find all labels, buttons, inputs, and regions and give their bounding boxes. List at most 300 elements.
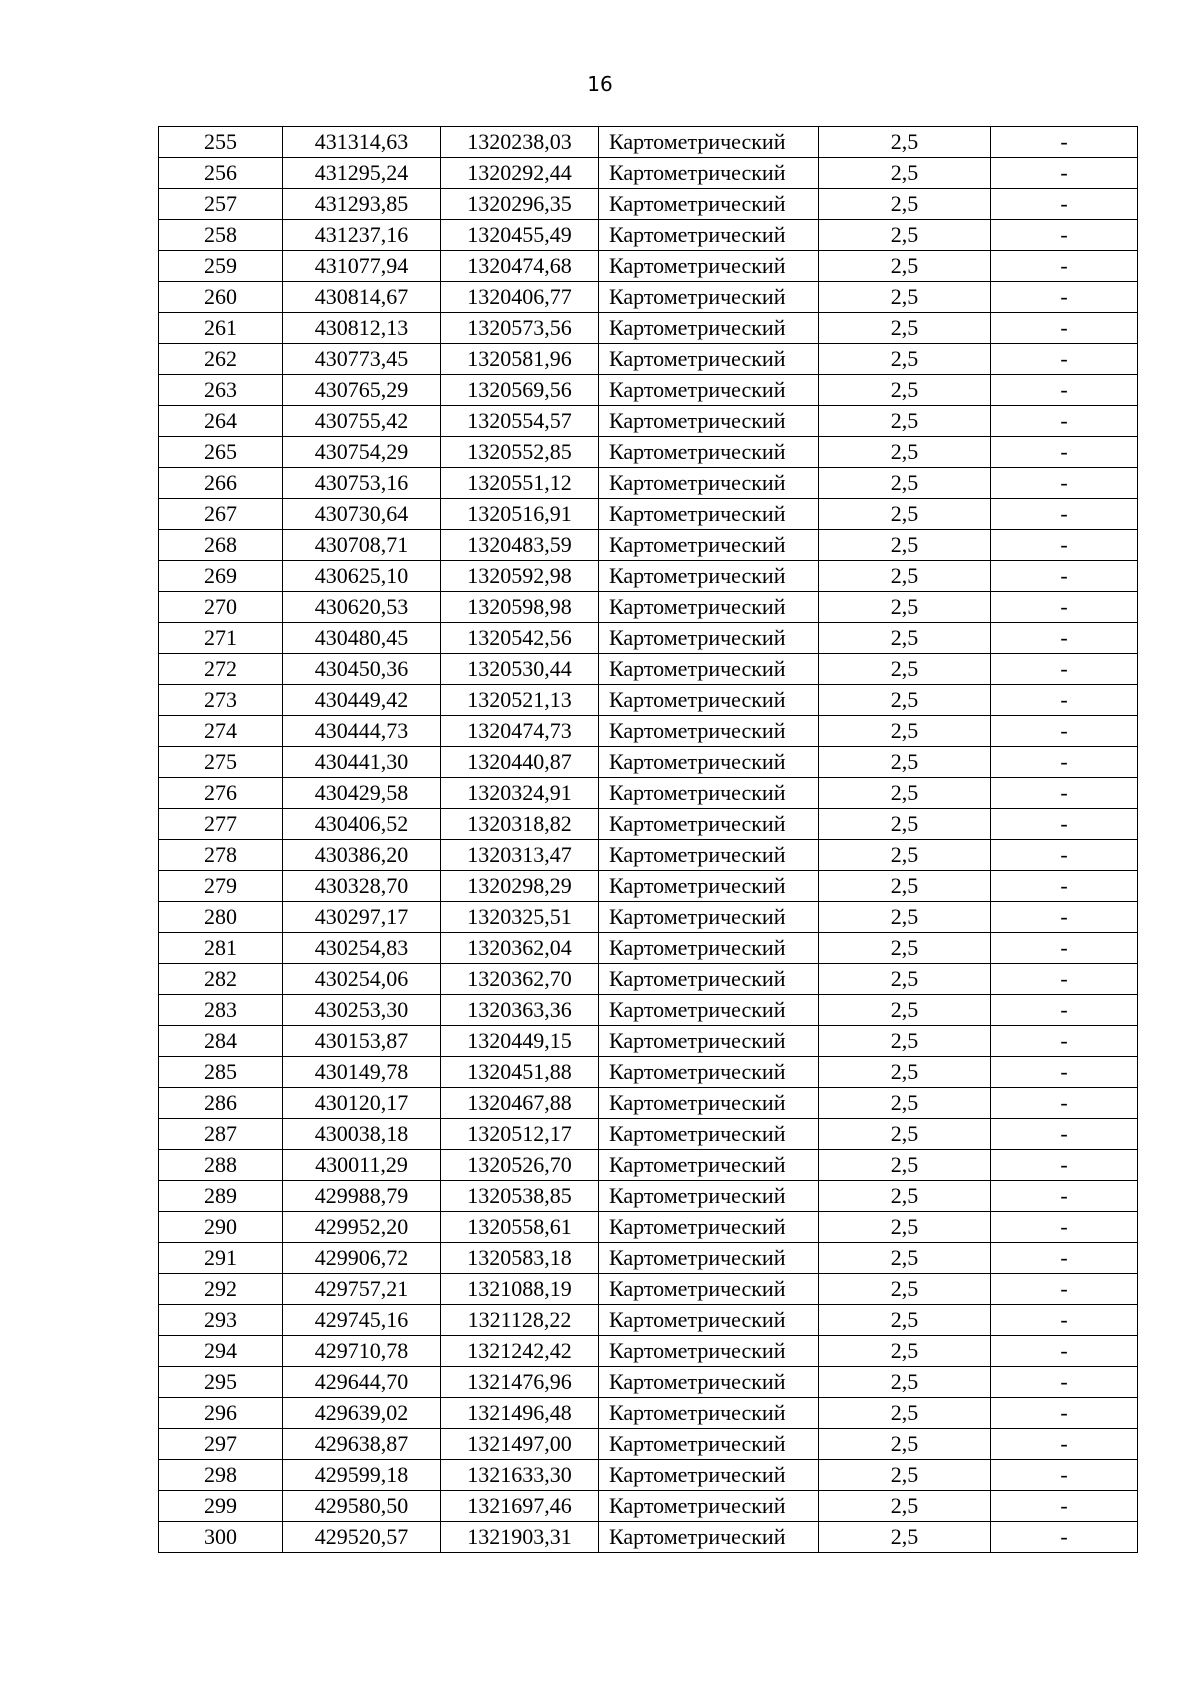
table-row	[159, 871, 1138, 902]
table-row	[159, 902, 1138, 933]
table-row	[159, 468, 1138, 499]
x-coordinate-cell: 430444,73	[283, 716, 441, 747]
y-coordinate-cell: 1320474,68	[441, 251, 599, 282]
description-cell: -	[991, 468, 1138, 499]
table-row	[159, 375, 1138, 406]
table-row	[159, 933, 1138, 964]
description-cell: -	[991, 1088, 1138, 1119]
x-coordinate-cell: 430149,78	[283, 1057, 441, 1088]
description-cell: -	[991, 1274, 1138, 1305]
point-number-cell: 277	[159, 809, 283, 840]
table-row	[159, 809, 1138, 840]
x-coordinate-cell: 429644,70	[283, 1367, 441, 1398]
accuracy-cell: 2,5	[819, 468, 991, 499]
point-number-cell: 294	[159, 1336, 283, 1367]
method-cell: Картометрический	[599, 344, 819, 375]
point-number-cell: 258	[159, 220, 283, 251]
accuracy-cell: 2,5	[819, 1429, 991, 1460]
method-cell: Картометрический	[599, 685, 819, 716]
accuracy-cell: 2,5	[819, 1212, 991, 1243]
x-coordinate-cell: 430386,20	[283, 840, 441, 871]
method-cell: Картометрический	[599, 1491, 819, 1522]
description-cell: -	[991, 158, 1138, 189]
x-coordinate-cell: 430153,87	[283, 1026, 441, 1057]
point-number-cell: 292	[159, 1274, 283, 1305]
description-cell: -	[991, 871, 1138, 902]
y-coordinate-cell: 1320573,56	[441, 313, 599, 344]
y-coordinate-cell: 1320569,56	[441, 375, 599, 406]
method-cell: Картометрический	[599, 1026, 819, 1057]
accuracy-cell: 2,5	[819, 282, 991, 313]
method-cell: Картометрический	[599, 902, 819, 933]
method-cell: Картометрический	[599, 654, 819, 685]
description-cell: -	[991, 1460, 1138, 1491]
x-coordinate-cell: 430730,64	[283, 499, 441, 530]
y-coordinate-cell: 1320598,98	[441, 592, 599, 623]
description-cell: -	[991, 499, 1138, 530]
description-cell: -	[991, 716, 1138, 747]
method-cell: Картометрический	[599, 437, 819, 468]
x-coordinate-cell: 430450,36	[283, 654, 441, 685]
point-number-cell: 270	[159, 592, 283, 623]
table-row	[159, 623, 1138, 654]
x-coordinate-cell: 430765,29	[283, 375, 441, 406]
point-number-cell: 297	[159, 1429, 283, 1460]
x-coordinate-cell: 430708,71	[283, 530, 441, 561]
y-coordinate-cell: 1321697,46	[441, 1491, 599, 1522]
x-coordinate-cell: 429710,78	[283, 1336, 441, 1367]
point-number-cell: 265	[159, 437, 283, 468]
accuracy-cell: 2,5	[819, 1367, 991, 1398]
accuracy-cell: 2,5	[819, 1398, 991, 1429]
description-cell: -	[991, 809, 1138, 840]
method-cell: Картометрический	[599, 716, 819, 747]
y-coordinate-cell: 1320406,77	[441, 282, 599, 313]
table-row	[159, 1088, 1138, 1119]
table-row	[159, 1522, 1138, 1553]
method-cell: Картометрический	[599, 220, 819, 251]
table-row	[159, 964, 1138, 995]
accuracy-cell: 2,5	[819, 313, 991, 344]
point-number-cell: 282	[159, 964, 283, 995]
accuracy-cell: 2,5	[819, 716, 991, 747]
point-number-cell: 288	[159, 1150, 283, 1181]
table-row	[159, 592, 1138, 623]
description-cell: -	[991, 1491, 1138, 1522]
point-number-cell: 272	[159, 654, 283, 685]
description-cell: -	[991, 623, 1138, 654]
table-row	[159, 1336, 1138, 1367]
point-number-cell: 275	[159, 747, 283, 778]
accuracy-cell: 2,5	[819, 437, 991, 468]
method-cell: Картометрический	[599, 1460, 819, 1491]
coordinates-table	[158, 126, 1138, 1553]
accuracy-cell: 2,5	[819, 251, 991, 282]
point-number-cell: 261	[159, 313, 283, 344]
description-cell: -	[991, 1398, 1138, 1429]
method-cell: Картометрический	[599, 1274, 819, 1305]
accuracy-cell: 2,5	[819, 933, 991, 964]
x-coordinate-cell: 430480,45	[283, 623, 441, 654]
method-cell: Картометрический	[599, 1429, 819, 1460]
point-number-cell: 276	[159, 778, 283, 809]
table-row	[159, 499, 1138, 530]
x-coordinate-cell: 430297,17	[283, 902, 441, 933]
method-cell: Картометрический	[599, 1522, 819, 1553]
table-row	[159, 406, 1138, 437]
x-coordinate-cell: 430406,52	[283, 809, 441, 840]
table-row	[159, 840, 1138, 871]
y-coordinate-cell: 1320516,91	[441, 499, 599, 530]
point-number-cell: 283	[159, 995, 283, 1026]
method-cell: Картометрический	[599, 406, 819, 437]
point-number-cell: 299	[159, 1491, 283, 1522]
y-coordinate-cell: 1320318,82	[441, 809, 599, 840]
x-coordinate-cell: 429638,87	[283, 1429, 441, 1460]
point-number-cell: 268	[159, 530, 283, 561]
table-row	[159, 747, 1138, 778]
y-coordinate-cell: 1320583,18	[441, 1243, 599, 1274]
page-number: 16	[587, 72, 613, 96]
table-row	[159, 561, 1138, 592]
y-coordinate-cell: 1320526,70	[441, 1150, 599, 1181]
method-cell: Картометрический	[599, 530, 819, 561]
y-coordinate-cell: 1320552,85	[441, 437, 599, 468]
x-coordinate-cell: 430625,10	[283, 561, 441, 592]
accuracy-cell: 2,5	[819, 158, 991, 189]
accuracy-cell: 2,5	[819, 654, 991, 685]
method-cell: Картометрический	[599, 1398, 819, 1429]
description-cell: -	[991, 1336, 1138, 1367]
accuracy-cell: 2,5	[819, 375, 991, 406]
table-row	[159, 1305, 1138, 1336]
x-coordinate-cell: 430254,83	[283, 933, 441, 964]
description-cell: -	[991, 778, 1138, 809]
y-coordinate-cell: 1320238,03	[441, 127, 599, 158]
accuracy-cell: 2,5	[819, 1305, 991, 1336]
x-coordinate-cell: 429580,50	[283, 1491, 441, 1522]
y-coordinate-cell: 1320451,88	[441, 1057, 599, 1088]
point-number-cell: 279	[159, 871, 283, 902]
point-number-cell: 280	[159, 902, 283, 933]
method-cell: Картометрический	[599, 282, 819, 313]
point-number-cell: 286	[159, 1088, 283, 1119]
table-row	[159, 220, 1138, 251]
table-row	[159, 1119, 1138, 1150]
accuracy-cell: 2,5	[819, 778, 991, 809]
point-number-cell: 274	[159, 716, 283, 747]
description-cell: -	[991, 902, 1138, 933]
point-number-cell: 263	[159, 375, 283, 406]
point-number-cell: 287	[159, 1119, 283, 1150]
method-cell: Картометрический	[599, 1367, 819, 1398]
accuracy-cell: 2,5	[819, 1026, 991, 1057]
x-coordinate-cell: 429906,72	[283, 1243, 441, 1274]
method-cell: Картометрический	[599, 964, 819, 995]
method-cell: Картометрический	[599, 1181, 819, 1212]
accuracy-cell: 2,5	[819, 1491, 991, 1522]
accuracy-cell: 2,5	[819, 995, 991, 1026]
y-coordinate-cell: 1320325,51	[441, 902, 599, 933]
accuracy-cell: 2,5	[819, 530, 991, 561]
point-number-cell: 260	[159, 282, 283, 313]
x-coordinate-cell: 430449,42	[283, 685, 441, 716]
accuracy-cell: 2,5	[819, 685, 991, 716]
description-cell: -	[991, 1212, 1138, 1243]
table-row	[159, 654, 1138, 685]
x-coordinate-cell: 430814,67	[283, 282, 441, 313]
y-coordinate-cell: 1320324,91	[441, 778, 599, 809]
description-cell: -	[991, 685, 1138, 716]
table-row	[159, 1367, 1138, 1398]
method-cell: Картометрический	[599, 871, 819, 902]
x-coordinate-cell: 429952,20	[283, 1212, 441, 1243]
point-number-cell: 284	[159, 1026, 283, 1057]
table-row	[159, 685, 1138, 716]
y-coordinate-cell: 1320551,12	[441, 468, 599, 499]
x-coordinate-cell: 430011,29	[283, 1150, 441, 1181]
accuracy-cell: 2,5	[819, 1522, 991, 1553]
accuracy-cell: 2,5	[819, 1243, 991, 1274]
point-number-cell: 296	[159, 1398, 283, 1429]
point-number-cell: 257	[159, 189, 283, 220]
accuracy-cell: 2,5	[819, 1181, 991, 1212]
method-cell: Картометрический	[599, 1057, 819, 1088]
y-coordinate-cell: 1320313,47	[441, 840, 599, 871]
accuracy-cell: 2,5	[819, 902, 991, 933]
description-cell: -	[991, 1429, 1138, 1460]
description-cell: -	[991, 251, 1138, 282]
y-coordinate-cell: 1321903,31	[441, 1522, 599, 1553]
point-number-cell: 259	[159, 251, 283, 282]
y-coordinate-cell: 1320483,59	[441, 530, 599, 561]
point-number-cell: 298	[159, 1460, 283, 1491]
y-coordinate-cell: 1320449,15	[441, 1026, 599, 1057]
accuracy-cell: 2,5	[819, 561, 991, 592]
table-row	[159, 437, 1138, 468]
x-coordinate-cell: 431295,24	[283, 158, 441, 189]
point-number-cell: 266	[159, 468, 283, 499]
y-coordinate-cell: 1320542,56	[441, 623, 599, 654]
description-cell: -	[991, 313, 1138, 344]
accuracy-cell: 2,5	[819, 127, 991, 158]
x-coordinate-cell: 430253,30	[283, 995, 441, 1026]
accuracy-cell: 2,5	[819, 964, 991, 995]
x-coordinate-cell: 430120,17	[283, 1088, 441, 1119]
method-cell: Картометрический	[599, 1305, 819, 1336]
method-cell: Картометрический	[599, 375, 819, 406]
description-cell: -	[991, 1057, 1138, 1088]
y-coordinate-cell: 1321242,42	[441, 1336, 599, 1367]
description-cell: -	[991, 592, 1138, 623]
accuracy-cell: 2,5	[819, 809, 991, 840]
method-cell: Картометрический	[599, 251, 819, 282]
description-cell: -	[991, 437, 1138, 468]
description-cell: -	[991, 747, 1138, 778]
description-cell: -	[991, 220, 1138, 251]
x-coordinate-cell: 429988,79	[283, 1181, 441, 1212]
method-cell: Картометрический	[599, 313, 819, 344]
y-coordinate-cell: 1320292,44	[441, 158, 599, 189]
method-cell: Картометрический	[599, 1212, 819, 1243]
y-coordinate-cell: 1320558,61	[441, 1212, 599, 1243]
method-cell: Картометрический	[599, 809, 819, 840]
description-cell: -	[991, 1181, 1138, 1212]
point-number-cell: 285	[159, 1057, 283, 1088]
y-coordinate-cell: 1320362,70	[441, 964, 599, 995]
description-cell: -	[991, 1150, 1138, 1181]
table-row	[159, 716, 1138, 747]
table-row	[159, 313, 1138, 344]
accuracy-cell: 2,5	[819, 871, 991, 902]
point-number-cell: 293	[159, 1305, 283, 1336]
x-coordinate-cell: 429599,18	[283, 1460, 441, 1491]
y-coordinate-cell: 1321088,19	[441, 1274, 599, 1305]
point-number-cell: 267	[159, 499, 283, 530]
accuracy-cell: 2,5	[819, 1460, 991, 1491]
description-cell: -	[991, 561, 1138, 592]
table-row	[159, 1057, 1138, 1088]
x-coordinate-cell: 429639,02	[283, 1398, 441, 1429]
description-cell: -	[991, 995, 1138, 1026]
point-number-cell: 290	[159, 1212, 283, 1243]
y-coordinate-cell: 1320512,17	[441, 1119, 599, 1150]
method-cell: Картометрический	[599, 1336, 819, 1367]
y-coordinate-cell: 1320521,13	[441, 685, 599, 716]
y-coordinate-cell: 1320362,04	[441, 933, 599, 964]
y-coordinate-cell: 1320363,36	[441, 995, 599, 1026]
y-coordinate-cell: 1320455,49	[441, 220, 599, 251]
method-cell: Картометрический	[599, 1119, 819, 1150]
y-coordinate-cell: 1321476,96	[441, 1367, 599, 1398]
method-cell: Картометрический	[599, 468, 819, 499]
x-coordinate-cell: 429745,16	[283, 1305, 441, 1336]
point-number-cell: 295	[159, 1367, 283, 1398]
x-coordinate-cell: 429757,21	[283, 1274, 441, 1305]
point-number-cell: 291	[159, 1243, 283, 1274]
description-cell: -	[991, 127, 1138, 158]
point-number-cell: 262	[159, 344, 283, 375]
table-row	[159, 1181, 1138, 1212]
x-coordinate-cell: 430754,29	[283, 437, 441, 468]
y-coordinate-cell: 1321128,22	[441, 1305, 599, 1336]
x-coordinate-cell: 430773,45	[283, 344, 441, 375]
description-cell: -	[991, 282, 1138, 313]
description-cell: -	[991, 840, 1138, 871]
method-cell: Картометрический	[599, 127, 819, 158]
y-coordinate-cell: 1320474,73	[441, 716, 599, 747]
x-coordinate-cell: 431293,85	[283, 189, 441, 220]
method-cell: Картометрический	[599, 995, 819, 1026]
x-coordinate-cell: 430254,06	[283, 964, 441, 995]
table-row	[159, 530, 1138, 561]
x-coordinate-cell: 430620,53	[283, 592, 441, 623]
y-coordinate-cell: 1320467,88	[441, 1088, 599, 1119]
y-coordinate-cell: 1320530,44	[441, 654, 599, 685]
x-coordinate-cell: 431237,16	[283, 220, 441, 251]
point-number-cell: 264	[159, 406, 283, 437]
method-cell: Картометрический	[599, 623, 819, 654]
accuracy-cell: 2,5	[819, 406, 991, 437]
method-cell: Картометрический	[599, 747, 819, 778]
accuracy-cell: 2,5	[819, 1119, 991, 1150]
description-cell: -	[991, 933, 1138, 964]
accuracy-cell: 2,5	[819, 840, 991, 871]
x-coordinate-cell: 429520,57	[283, 1522, 441, 1553]
point-number-cell: 278	[159, 840, 283, 871]
table-row	[159, 1398, 1138, 1429]
accuracy-cell: 2,5	[819, 623, 991, 654]
accuracy-cell: 2,5	[819, 189, 991, 220]
table-row	[159, 344, 1138, 375]
y-coordinate-cell: 1320581,96	[441, 344, 599, 375]
point-number-cell: 256	[159, 158, 283, 189]
y-coordinate-cell: 1320592,98	[441, 561, 599, 592]
point-number-cell: 255	[159, 127, 283, 158]
method-cell: Картометрический	[599, 1150, 819, 1181]
y-coordinate-cell: 1321496,48	[441, 1398, 599, 1429]
x-coordinate-cell: 430755,42	[283, 406, 441, 437]
table-row	[159, 1274, 1138, 1305]
description-cell: -	[991, 1026, 1138, 1057]
accuracy-cell: 2,5	[819, 1150, 991, 1181]
point-number-cell: 289	[159, 1181, 283, 1212]
accuracy-cell: 2,5	[819, 220, 991, 251]
description-cell: -	[991, 406, 1138, 437]
table-row	[159, 127, 1138, 158]
table-row	[159, 778, 1138, 809]
x-coordinate-cell: 431314,63	[283, 127, 441, 158]
accuracy-cell: 2,5	[819, 747, 991, 778]
accuracy-cell: 2,5	[819, 1336, 991, 1367]
table-row	[159, 1460, 1138, 1491]
accuracy-cell: 2,5	[819, 1274, 991, 1305]
table-row	[159, 1150, 1138, 1181]
description-cell: -	[991, 530, 1138, 561]
method-cell: Картометрический	[599, 158, 819, 189]
table-row	[159, 1212, 1138, 1243]
point-number-cell: 300	[159, 1522, 283, 1553]
y-coordinate-cell: 1321633,30	[441, 1460, 599, 1491]
y-coordinate-cell: 1320296,35	[441, 189, 599, 220]
table-row	[159, 995, 1138, 1026]
table-row	[159, 1026, 1138, 1057]
description-cell: -	[991, 1119, 1138, 1150]
x-coordinate-cell: 430812,13	[283, 313, 441, 344]
table-row	[159, 1491, 1138, 1522]
table-row	[159, 1243, 1138, 1274]
description-cell: -	[991, 1522, 1138, 1553]
method-cell: Картометрический	[599, 561, 819, 592]
x-coordinate-cell: 430441,30	[283, 747, 441, 778]
point-number-cell: 281	[159, 933, 283, 964]
x-coordinate-cell: 431077,94	[283, 251, 441, 282]
description-cell: -	[991, 1305, 1138, 1336]
description-cell: -	[991, 964, 1138, 995]
table-row	[159, 158, 1138, 189]
table-row	[159, 282, 1138, 313]
y-coordinate-cell: 1320440,87	[441, 747, 599, 778]
method-cell: Картометрический	[599, 592, 819, 623]
method-cell: Картометрический	[599, 499, 819, 530]
accuracy-cell: 2,5	[819, 344, 991, 375]
y-coordinate-cell: 1321497,00	[441, 1429, 599, 1460]
point-number-cell: 273	[159, 685, 283, 716]
y-coordinate-cell: 1320298,29	[441, 871, 599, 902]
description-cell: -	[991, 654, 1138, 685]
accuracy-cell: 2,5	[819, 1057, 991, 1088]
method-cell: Картометрический	[599, 1088, 819, 1119]
